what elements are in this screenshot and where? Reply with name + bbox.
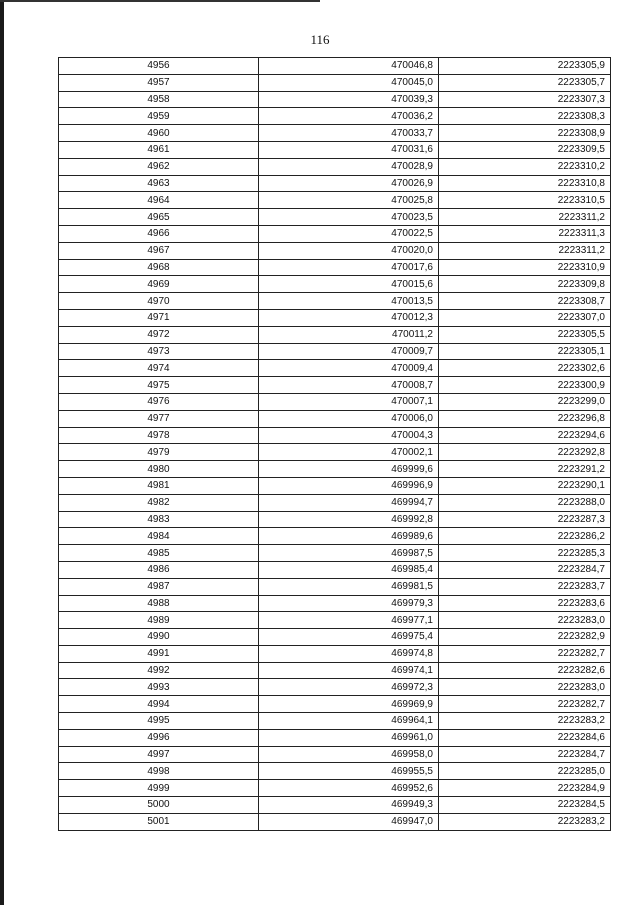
point-number-cell: 4972: [59, 326, 259, 343]
table-row: [59, 141, 611, 158]
x-coordinate-cell: 469974,1: [259, 662, 439, 679]
table-row: [59, 444, 611, 461]
x-coordinate-cell: 470046,8: [259, 58, 439, 75]
table-row: [59, 309, 611, 326]
table-row: [59, 595, 611, 612]
point-number-cell: 4986: [59, 561, 259, 578]
table-row: [59, 494, 611, 511]
point-number-cell: 4979: [59, 444, 259, 461]
point-number-cell: 4985: [59, 545, 259, 562]
x-coordinate-cell: 470026,9: [259, 175, 439, 192]
page-number: 116: [310, 32, 330, 47]
table-row: [59, 696, 611, 713]
x-coordinate-cell: 469999,6: [259, 461, 439, 478]
y-coordinate-cell: 2223305,7: [439, 74, 611, 91]
table-row: [59, 797, 611, 814]
table-row: [59, 360, 611, 377]
y-coordinate-cell: 2223282,7: [439, 696, 611, 713]
x-coordinate-cell: 470017,6: [259, 259, 439, 276]
point-number-cell: 4977: [59, 410, 259, 427]
x-coordinate-cell: 469947,0: [259, 813, 439, 830]
point-number-cell: 4983: [59, 511, 259, 528]
table-row: [59, 225, 611, 242]
x-coordinate-cell: 470002,1: [259, 444, 439, 461]
x-coordinate-cell: 469961,0: [259, 729, 439, 746]
coordinates-table: [58, 57, 611, 831]
page-left-edge: [0, 0, 4, 905]
table-row: [59, 746, 611, 763]
point-number-cell: 4989: [59, 612, 259, 629]
y-coordinate-cell: 2223308,3: [439, 108, 611, 125]
y-coordinate-cell: 2223307,0: [439, 309, 611, 326]
table-row: [59, 192, 611, 209]
table-row: [59, 461, 611, 478]
y-coordinate-cell: 2223285,0: [439, 763, 611, 780]
y-coordinate-cell: 2223311,2: [439, 242, 611, 259]
point-number-cell: 4958: [59, 91, 259, 108]
table-row: [59, 729, 611, 746]
point-number-cell: 4997: [59, 746, 259, 763]
y-coordinate-cell: 2223284,7: [439, 746, 611, 763]
point-number-cell: 4988: [59, 595, 259, 612]
x-coordinate-cell: 469949,3: [259, 797, 439, 814]
x-coordinate-cell: 469981,5: [259, 578, 439, 595]
table-row: [59, 343, 611, 360]
x-coordinate-cell: 470008,7: [259, 377, 439, 394]
point-number-cell: 4959: [59, 108, 259, 125]
table-row: [59, 209, 611, 226]
point-number-cell: 4982: [59, 494, 259, 511]
point-number-cell: 4993: [59, 679, 259, 696]
table-row: [59, 175, 611, 192]
x-coordinate-cell: 469964,1: [259, 713, 439, 730]
y-coordinate-cell: 2223283,2: [439, 713, 611, 730]
point-number-cell: 4992: [59, 662, 259, 679]
table-row: [59, 108, 611, 125]
x-coordinate-cell: 469972,3: [259, 679, 439, 696]
table-row: [59, 377, 611, 394]
x-coordinate-cell: 470025,8: [259, 192, 439, 209]
point-number-cell: 4984: [59, 528, 259, 545]
y-coordinate-cell: 2223283,7: [439, 578, 611, 595]
coordinates-table-body: [59, 58, 611, 831]
table-row: [59, 125, 611, 142]
table-row: [59, 780, 611, 797]
x-coordinate-cell: 470028,9: [259, 158, 439, 175]
table-row: [59, 645, 611, 662]
x-coordinate-cell: 470036,2: [259, 108, 439, 125]
x-coordinate-cell: 469977,1: [259, 612, 439, 629]
point-number-cell: 4975: [59, 377, 259, 394]
point-number-cell: 4990: [59, 629, 259, 646]
x-coordinate-cell: 469994,7: [259, 494, 439, 511]
point-number-cell: 4981: [59, 477, 259, 494]
table-row: [59, 679, 611, 696]
y-coordinate-cell: 2223310,8: [439, 175, 611, 192]
x-coordinate-cell: 470039,3: [259, 91, 439, 108]
x-coordinate-cell: 469969,9: [259, 696, 439, 713]
x-coordinate-cell: 470033,7: [259, 125, 439, 142]
y-coordinate-cell: 2223302,6: [439, 360, 611, 377]
point-number-cell: 4978: [59, 427, 259, 444]
point-number-cell: 4968: [59, 259, 259, 276]
point-number-cell: 4974: [59, 360, 259, 377]
table-row: [59, 713, 611, 730]
point-number-cell: 4956: [59, 58, 259, 75]
y-coordinate-cell: 2223307,3: [439, 91, 611, 108]
table-row: [59, 612, 611, 629]
y-coordinate-cell: 2223309,8: [439, 276, 611, 293]
table-row: [59, 58, 611, 75]
x-coordinate-cell: 469996,9: [259, 477, 439, 494]
x-coordinate-cell: 470013,5: [259, 293, 439, 310]
y-coordinate-cell: 2223311,3: [439, 225, 611, 242]
point-number-cell: 4980: [59, 461, 259, 478]
y-coordinate-cell: 2223305,9: [439, 58, 611, 75]
point-number-cell: 4970: [59, 293, 259, 310]
y-coordinate-cell: 2223310,2: [439, 158, 611, 175]
y-coordinate-cell: 2223283,6: [439, 595, 611, 612]
table-row: [59, 477, 611, 494]
x-coordinate-cell: 470012,3: [259, 309, 439, 326]
y-coordinate-cell: 2223283,2: [439, 813, 611, 830]
x-coordinate-cell: 470009,7: [259, 343, 439, 360]
table-row: [59, 242, 611, 259]
x-coordinate-cell: 469955,5: [259, 763, 439, 780]
point-number-cell: 4999: [59, 780, 259, 797]
table-row: [59, 393, 611, 410]
point-number-cell: 4965: [59, 209, 259, 226]
point-number-cell: 4991: [59, 645, 259, 662]
point-number-cell: 4971: [59, 309, 259, 326]
y-coordinate-cell: 2223285,3: [439, 545, 611, 562]
x-coordinate-cell: 469975,4: [259, 629, 439, 646]
point-number-cell: 4957: [59, 74, 259, 91]
x-coordinate-cell: 470009,4: [259, 360, 439, 377]
table-row: [59, 158, 611, 175]
y-coordinate-cell: 2223284,7: [439, 561, 611, 578]
point-number-cell: 5000: [59, 797, 259, 814]
y-coordinate-cell: 2223309,5: [439, 141, 611, 158]
y-coordinate-cell: 2223284,9: [439, 780, 611, 797]
point-number-cell: 4964: [59, 192, 259, 209]
y-coordinate-cell: 2223283,0: [439, 679, 611, 696]
y-coordinate-cell: 2223296,8: [439, 410, 611, 427]
x-coordinate-cell: 470031,6: [259, 141, 439, 158]
table-row: [59, 662, 611, 679]
table-row: [59, 561, 611, 578]
point-number-cell: 4966: [59, 225, 259, 242]
x-coordinate-cell: 470022,5: [259, 225, 439, 242]
y-coordinate-cell: 2223305,5: [439, 326, 611, 343]
table-row: [59, 91, 611, 108]
y-coordinate-cell: 2223284,5: [439, 797, 611, 814]
table-row: [59, 74, 611, 91]
table-row: [59, 629, 611, 646]
x-coordinate-cell: 469987,5: [259, 545, 439, 562]
x-coordinate-cell: 470011,2: [259, 326, 439, 343]
y-coordinate-cell: 2223308,7: [439, 293, 611, 310]
point-number-cell: 4969: [59, 276, 259, 293]
y-coordinate-cell: 2223310,5: [439, 192, 611, 209]
x-coordinate-cell: 470006,0: [259, 410, 439, 427]
point-number-cell: 5001: [59, 813, 259, 830]
table-row: [59, 545, 611, 562]
table-row: [59, 326, 611, 343]
point-number-cell: 4961: [59, 141, 259, 158]
y-coordinate-cell: 2223310,9: [439, 259, 611, 276]
y-coordinate-cell: 2223290,1: [439, 477, 611, 494]
y-coordinate-cell: 2223291,2: [439, 461, 611, 478]
point-number-cell: 4998: [59, 763, 259, 780]
point-number-cell: 4996: [59, 729, 259, 746]
x-coordinate-cell: 469958,0: [259, 746, 439, 763]
y-coordinate-cell: 2223282,7: [439, 645, 611, 662]
page-top-edge: [0, 0, 320, 2]
table-row: [59, 578, 611, 595]
point-number-cell: 4967: [59, 242, 259, 259]
x-coordinate-cell: 470004,3: [259, 427, 439, 444]
y-coordinate-cell: 2223287,3: [439, 511, 611, 528]
y-coordinate-cell: 2223284,6: [439, 729, 611, 746]
x-coordinate-cell: 470023,5: [259, 209, 439, 226]
x-coordinate-cell: 470045,0: [259, 74, 439, 91]
table-row: [59, 813, 611, 830]
point-number-cell: 4976: [59, 393, 259, 410]
x-coordinate-cell: 470015,6: [259, 276, 439, 293]
point-number-cell: 4987: [59, 578, 259, 595]
point-number-cell: 4962: [59, 158, 259, 175]
point-number-cell: 4960: [59, 125, 259, 142]
y-coordinate-cell: 2223286,2: [439, 528, 611, 545]
point-number-cell: 4973: [59, 343, 259, 360]
y-coordinate-cell: 2223282,6: [439, 662, 611, 679]
x-coordinate-cell: 469992,8: [259, 511, 439, 528]
y-coordinate-cell: 2223282,9: [439, 629, 611, 646]
table-row: [59, 410, 611, 427]
y-coordinate-cell: 2223299,0: [439, 393, 611, 410]
y-coordinate-cell: 2223300,9: [439, 377, 611, 394]
point-number-cell: 4963: [59, 175, 259, 192]
y-coordinate-cell: 2223292,8: [439, 444, 611, 461]
y-coordinate-cell: 2223305,1: [439, 343, 611, 360]
x-coordinate-cell: 469952,6: [259, 780, 439, 797]
x-coordinate-cell: 469979,3: [259, 595, 439, 612]
table-row: [59, 293, 611, 310]
x-coordinate-cell: 469985,4: [259, 561, 439, 578]
x-coordinate-cell: 470020,0: [259, 242, 439, 259]
y-coordinate-cell: 2223308,9: [439, 125, 611, 142]
y-coordinate-cell: 2223294,6: [439, 427, 611, 444]
table-row: [59, 427, 611, 444]
table-row: [59, 528, 611, 545]
table-row: [59, 276, 611, 293]
table-row: [59, 763, 611, 780]
y-coordinate-cell: 2223311,2: [439, 209, 611, 226]
x-coordinate-cell: 469989,6: [259, 528, 439, 545]
x-coordinate-cell: 469974,8: [259, 645, 439, 662]
table-row: [59, 259, 611, 276]
table-row: [59, 511, 611, 528]
point-number-cell: 4994: [59, 696, 259, 713]
x-coordinate-cell: 470007,1: [259, 393, 439, 410]
y-coordinate-cell: 2223283,0: [439, 612, 611, 629]
y-coordinate-cell: 2223288,0: [439, 494, 611, 511]
point-number-cell: 4995: [59, 713, 259, 730]
